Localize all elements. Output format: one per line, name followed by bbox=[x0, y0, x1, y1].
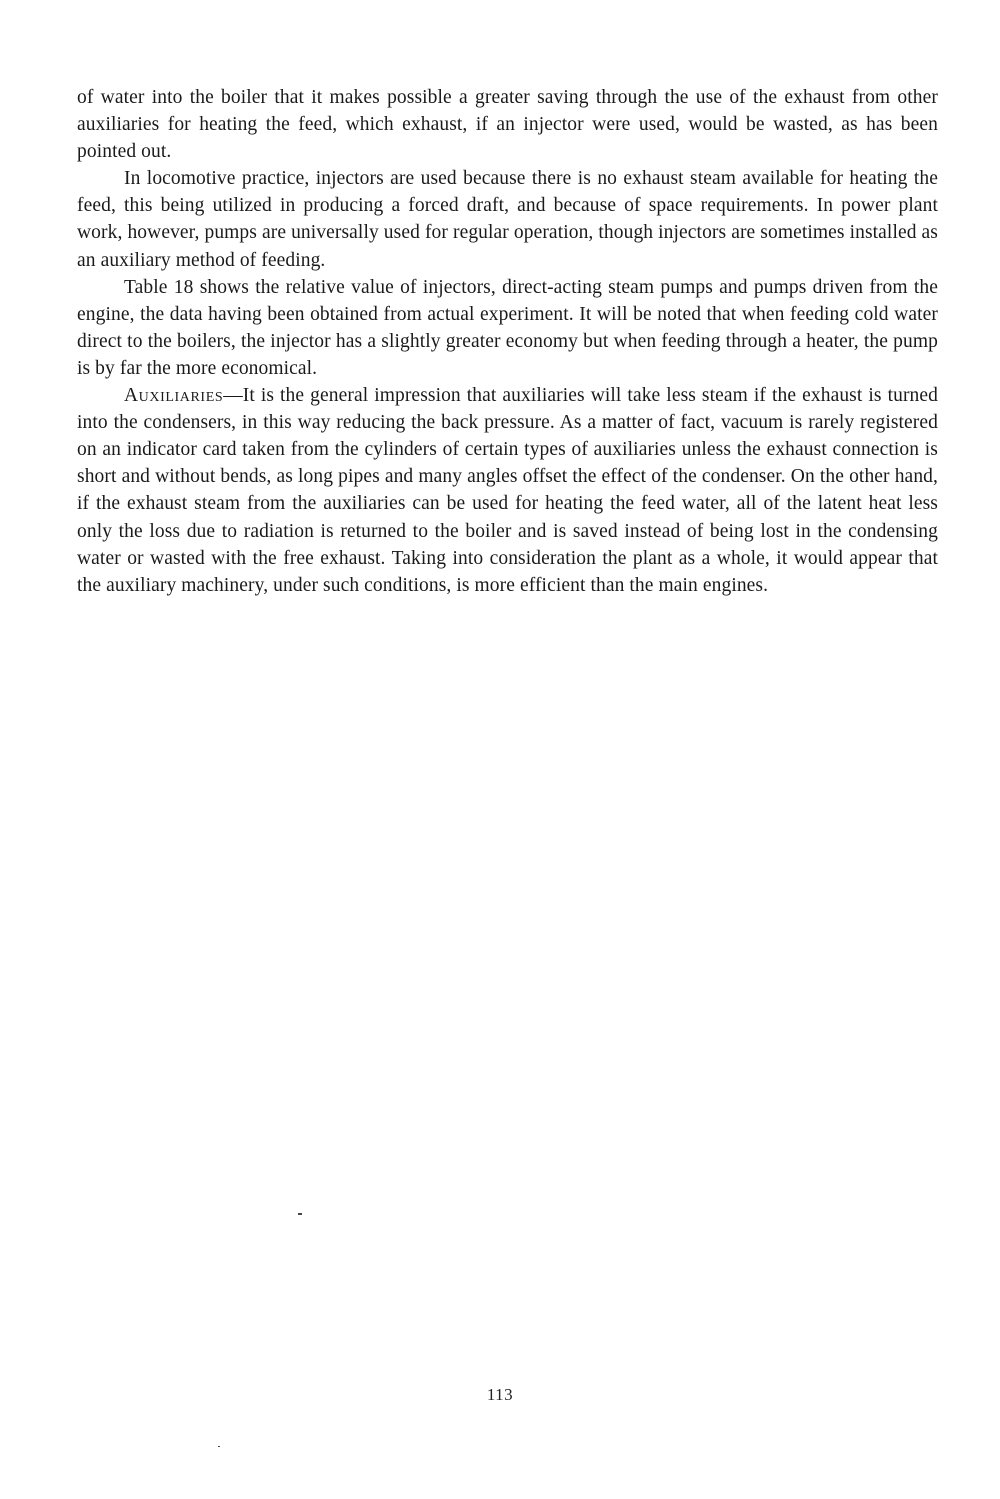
heading-dash: — bbox=[223, 385, 243, 407]
body-text bbox=[77, 84, 938, 599]
scan-speck bbox=[218, 1446, 220, 1447]
paragraph-auxiliaries bbox=[77, 382, 938, 599]
paragraph-locomotive-practice: In locomotive practice, injectors are used because there is no exhaust steam available for heating the feed, this being utilized in producing a forced draft, and because of space requirements. In power plant work, however, pumps are universally used for regular operation, though injectors are sometimes installed as an auxiliary method of feeding. bbox=[77, 168, 938, 271]
scan-speck bbox=[298, 1213, 302, 1215]
paragraph-continuation: of water into the boiler that it makes possible a greater saving through the use of the exhaust from other auxiliaries for heating the feed, which exhaust, if an injector were used, would be wasted, as has been pointed out. bbox=[77, 87, 938, 163]
paragraph-table-18: Table 18 shows the relative value of injectors, direct-acting steam pumps and pumps driven from the engine, the data having been obtained from actual experiment. It will be noted that when feeding cold water direct to the boilers, the injector has a slightly greater economy but when feeding through a heater, the pump is by far the more economical. bbox=[77, 276, 938, 379]
page-number: 113 bbox=[486, 1385, 514, 1404]
section-heading-auxiliaries: Auxiliaries bbox=[124, 385, 224, 407]
paragraph-auxiliaries-text: It is the general impression that auxiliaries will take less steam if the exhaust is turned into the condensers, in this way reducing the back pressure. As a matter of fact, vacuum is rarely registered on an indicator card taken from the cylinders of certain types of auxiliaries unless the exhaust connection is short and without bends, as long pipes and many angles offset the effect of the condenser. On the other hand, if the exhaust steam from the auxiliaries can be used for heating the feed water, all of the latent heat less only the loss due to radiation is returned to the boiler and is saved instead of being lost in the condensing water or wasted with the free exhaust. Taking into consideration the plant as a whole, it would appear that the auxiliary machinery, under such conditions, is more efficient than the main engines. bbox=[77, 385, 938, 596]
